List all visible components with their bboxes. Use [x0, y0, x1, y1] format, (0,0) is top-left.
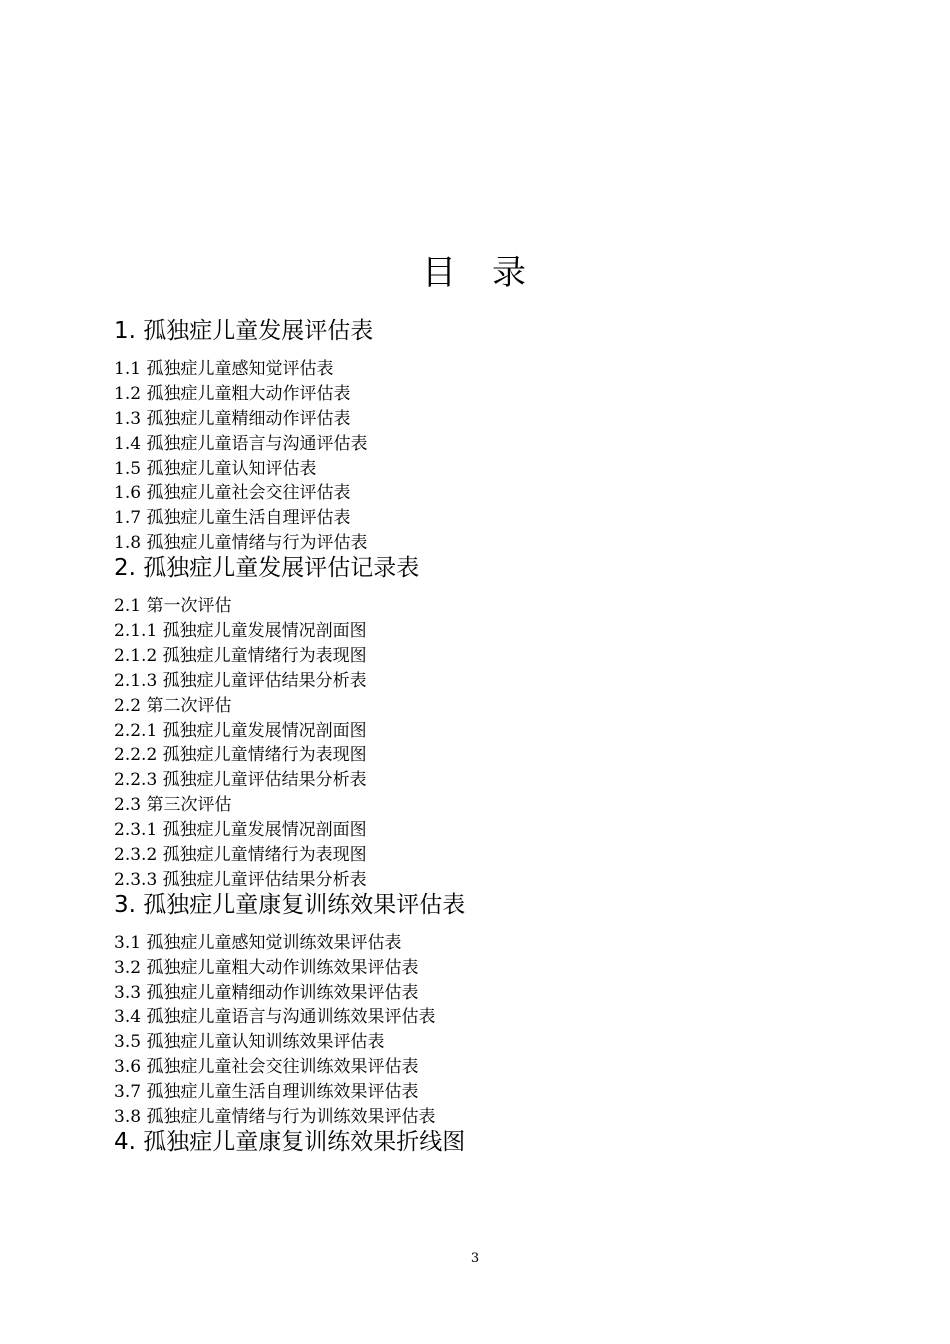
toc-section-4	[114, 1126, 874, 1158]
toc-entry[interactable]: 1.1 孤独症儿童感知觉评估表	[114, 359, 334, 379]
toc-entry[interactable]: 1.2 孤独症儿童粗大动作评估表	[114, 383, 351, 404]
toc-title-char-1: 目	[422, 253, 458, 293]
toc-entry[interactable]: 1.8 孤独症儿童情绪与行为评估表	[114, 533, 368, 554]
toc-entry[interactable]: 3.6 孤独症儿童社会交往训练效果评估表	[114, 1057, 419, 1078]
toc-entry[interactable]: 1.5 孤独症儿童认知评估表	[114, 458, 317, 479]
toc-entry[interactable]: 3.2 孤独症儿童粗大动作训练效果评估表	[114, 957, 419, 978]
toc-entry[interactable]: 2.1.2 孤独症儿童情绪行为表现图	[114, 645, 367, 666]
toc-section-heading[interactable]: 4. 孤独症儿童康复训练效果折线图	[114, 1128, 466, 1155]
toc-entry[interactable]: 3.3 孤独症儿童精细动作训练效果评估表	[114, 982, 419, 1003]
toc-section-heading[interactable]: 2. 孤独症儿童发展评估记录表	[114, 555, 420, 582]
toc-entry[interactable]: 3.8 孤独症儿童情绪与行为训练效果评估表	[114, 1107, 436, 1128]
toc-entry[interactable]: 2.3.2 孤独症儿童情绪行为表现图	[114, 845, 367, 866]
toc-entry[interactable]: 2.2.2 孤独症儿童情绪行为表现图	[114, 745, 367, 766]
table-of-contents	[114, 315, 874, 1168]
toc-section-3	[114, 889, 874, 1130]
toc-section-heading[interactable]: 1. 孤独症儿童发展评估表	[114, 318, 374, 344]
toc-entry[interactable]: 2.2.1 孤独症儿童发展情况剖面图	[114, 720, 367, 741]
toc-entry[interactable]: 2.1.3 孤独症儿童评估结果分析表	[114, 670, 367, 691]
toc-entry[interactable]: 3.5 孤独症儿童认知训练效果评估表	[114, 1032, 385, 1053]
toc-entry[interactable]: 3.1 孤独症儿童感知觉训练效果评估表	[114, 932, 402, 953]
toc-section-1	[114, 315, 874, 556]
toc-entry[interactable]: 2.3.3 孤独症儿童评估结果分析表	[114, 869, 367, 890]
toc-entry[interactable]: 2.3 第三次评估	[114, 795, 232, 816]
toc-entry[interactable]: 2.1.1 孤独症儿童发展情况剖面图	[114, 621, 367, 642]
toc-entry[interactable]: 2.1 第一次评估	[114, 596, 232, 617]
toc-entry[interactable]: 1.4 孤独症儿童语言与沟通评估表	[114, 433, 368, 454]
toc-title	[0, 250, 950, 296]
toc-entry[interactable]: 3.7 孤独症儿童生活自理训练效果评估表	[114, 1082, 419, 1103]
toc-entry[interactable]: 2.2 第二次评估	[114, 695, 232, 716]
toc-title-char-2: 录	[492, 253, 528, 293]
toc-entry[interactable]: 1.6 孤独症儿童社会交往评估表	[114, 483, 351, 504]
toc-entry[interactable]: 1.3 孤独症儿童精细动作评估表	[114, 408, 351, 429]
toc-entry[interactable]: 2.2.3 孤独症儿童评估结果分析表	[114, 770, 367, 791]
toc-section-heading[interactable]: 3. 孤独症儿童康复训练效果评估表	[114, 891, 466, 918]
toc-entry[interactable]: 2.3.1 孤独症儿童发展情况剖面图	[114, 820, 367, 841]
toc-entry[interactable]: 1.7 孤独症儿童生活自理评估表	[114, 508, 351, 529]
toc-entry[interactable]: 3.4 孤独症儿童语言与沟通训练效果评估表	[114, 1007, 436, 1028]
toc-section-2	[114, 552, 874, 893]
page-number: 3	[470, 1251, 480, 1266]
